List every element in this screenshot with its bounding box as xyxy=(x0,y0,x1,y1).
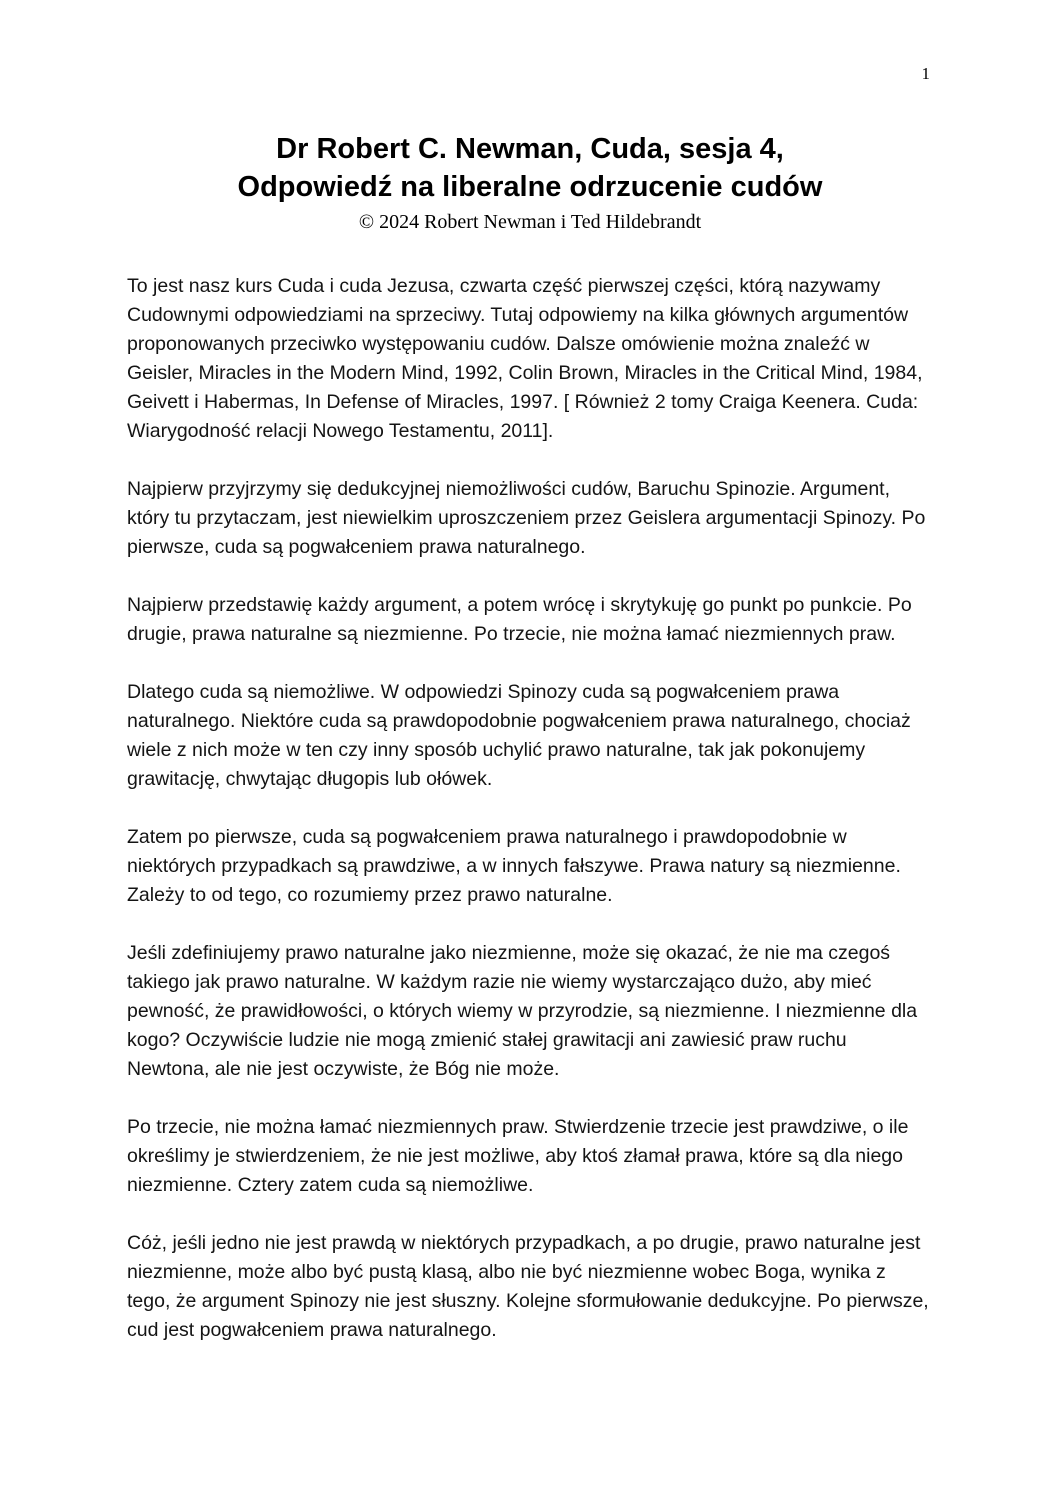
paragraph: Najpierw przedstawię każdy argument, a potem wrócę i skrytykuję go punkt po punkcie. Po drugie, prawa naturalne są niezmienne. Po trzecie, nie można łamać niezmiennych praw. xyxy=(127,593,912,645)
document-content xyxy=(127,130,933,1374)
paragraph: Cóż, jeśli jedno nie jest prawdą w niektórych przypadkach, a po drugie, prawo naturalne jest niezmienne, może albo być pustą klasą, albo nie być niezmienne wobec Boga, wynika z tego, że argument Spinozy nie jest słuszny. Kolejne sformułowanie dedukcyjne. Po pierwsze, cud jest pogwałceniem prawa naturalnego. xyxy=(127,1231,929,1341)
page-number: 1 xyxy=(921,64,930,83)
document-title-line-2: Odpowiedź na liberalne odrzucenie cudów xyxy=(237,171,823,204)
copyright-line: © 2024 Robert Newman i Ted Hildebrandt xyxy=(358,210,702,233)
paragraph: Po trzecie, nie można łamać niezmiennych praw. Stwierdzenie trzecie jest prawdziwe, o ile określimy je stwierdzeniem, że nie jest możliwe, aby ktoś złamał prawa, które są dla niego niezmienne. Cztery zatem cuda są niemożliwe. xyxy=(127,1115,909,1196)
paragraph: To jest nasz kurs Cuda i cuda Jezusa, czwarta część pierwszej części, którą nazywamy Cudownymi odpowiedziami na sprzeciwy. Tutaj odpowiemy na kilka głównych argumentów proponowanych przeciwko występowaniu cudów. Dalsze omówienie można znaleźć w Geisler, Miracles in the Modern Mind, 1992, Colin Brown, Miracles in the Critical Mind, 1984, Geivett i Habermas, In Defense of Miracles, 1997. [ Również 2 tomy Craiga Keenera. Cuda: Wiarygodność relacji Nowego Testamentu, 2011]. xyxy=(127,274,923,442)
paragraph: Dlatego cuda są niemożliwe. W odpowiedzi Spinozy cuda są pogwałceniem prawa naturalnego. Niektóre cuda są prawdopodobnie pogwałceniem prawa naturalnego, chociaż wiele z nich może w ten czy inny sposób uchylić prawo naturalne, tak jak pokonujemy grawitację, chwytając długopis lub ołówek. xyxy=(127,680,911,790)
document-title xyxy=(127,130,933,207)
paragraphs xyxy=(127,272,933,1345)
paragraph: Jeśli zdefiniujemy prawo naturalne jako niezmienne, może się okazać, że nie ma czegoś takiego jak prawo naturalne. W każdym razie nie wiemy wystarczająco dużo, aby mieć pewność, że prawidłowości, o których wiemy w przyrodzie, są niezmienne. I niezmienne dla kogo? Oczywiście ludzie nie mogą zmienić stałej grawitacji ani zawiesić praw ruchu Newtona, ale nie jest oczywiste, że Bóg nie może. xyxy=(127,941,918,1080)
paragraph: Zatem po pierwsze, cuda są pogwałceniem prawa naturalnego i prawdopodobnie w niektórych przypadkach są prawdziwe, a w innych fałszywe. Prawa natury są niezmienne. Zależy to od tego, co rozumiemy przez prawo naturalne. xyxy=(127,825,901,906)
document-title-line-1: Dr Robert C. Newman, Cuda, sesja 4, xyxy=(276,133,784,165)
paragraph: Najpierw przyjrzymy się dedukcyjnej niemożliwości cudów, Baruchu Spinozie. Argument, który tu przytaczam, jest niewielkim uproszczeniem przez Geislera argumentacji Spinozy. Po pierwsze, cuda są pogwałceniem prawa naturalnego. xyxy=(127,477,926,558)
